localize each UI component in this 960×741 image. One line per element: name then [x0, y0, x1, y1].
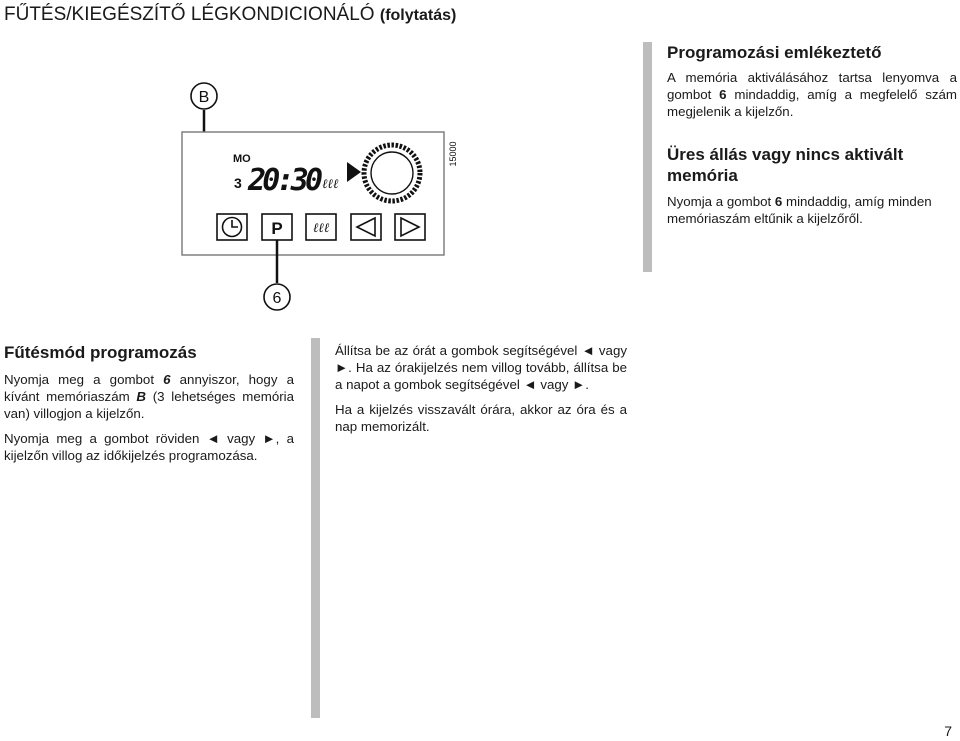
heating-programming-heading: Fűtésmód programozás: [4, 343, 197, 362]
control-panel-figure: [170, 70, 470, 320]
heating-programming-paragraph-1: Nyomja meg a gombot 6 annyiszor, hogy a kívánt memóriaszám B (3 lehetséges memória van) villogjon a kijelzőn.: [4, 372, 294, 421]
display-heat-icon: ℓℓℓ: [322, 177, 339, 192]
right-column-rule: [643, 42, 652, 272]
figure-ref-code: 15000: [448, 141, 458, 167]
program-button-label: P: [271, 219, 283, 238]
middle-column-rule: [311, 338, 320, 718]
empty-memory-paragraph: Nyomja a gombot 6 mindaddig, amíg minden memóriaszám eltűnik a kijelzőről.: [667, 194, 932, 226]
right-arrow-button[interactable]: [395, 214, 425, 240]
empty-memory-heading: Üres állás vagy nincs aktivált memória: [667, 145, 904, 185]
clock-button[interactable]: [217, 214, 247, 240]
callout-6-label: 6: [272, 290, 282, 307]
callout-b: [191, 83, 217, 109]
left-arrow-button[interactable]: [351, 214, 381, 240]
callout-6: [264, 284, 290, 310]
reminder-paragraph: A memória aktiválásához tartsa lenyomva a gombot 6 mindaddig, amíg a megfelelő szám megjelenik a kijelzőn.: [667, 70, 957, 119]
set-time-paragraph: Állítsa be az órát a gombok segítségével ◄ vagy ►. Ha az órakijelzés nem villog tovább, állítsa be a napot a gombok segítségével ◄ vagy ►.: [335, 343, 627, 392]
display-memory-number: 3: [234, 175, 242, 191]
callout-b-label: B: [198, 89, 210, 106]
left-column: [4, 342, 294, 464]
heat-icon: ℓℓℓ: [312, 221, 330, 236]
display-time: 20:30: [248, 163, 323, 198]
heating-button[interactable]: [306, 214, 336, 240]
memorized-paragraph: Ha a kijelzés visszavált órára, akkor az óra és a nap memorizált.: [335, 402, 627, 434]
rotary-knob[interactable]: [364, 145, 420, 201]
page-number: 7: [944, 723, 952, 739]
program-button[interactable]: [262, 214, 292, 240]
page-title-suffix: (folytatás): [379, 7, 457, 24]
display-day: MO: [233, 153, 251, 165]
heating-programming-paragraph-2: Nyomja meg a gombot röviden ◄ vagy ►, a kijelzőn villog az időkijelzés programozása.: [4, 431, 294, 463]
page-title: FŰTÉS/KIEGÉSZÍTŐ LÉGKONDICIONÁLÓ (folytatás): [4, 4, 457, 25]
reminder-heading: Programozási emlékeztető: [667, 43, 882, 62]
middle-column: [335, 342, 627, 435]
right-column: [667, 42, 957, 227]
